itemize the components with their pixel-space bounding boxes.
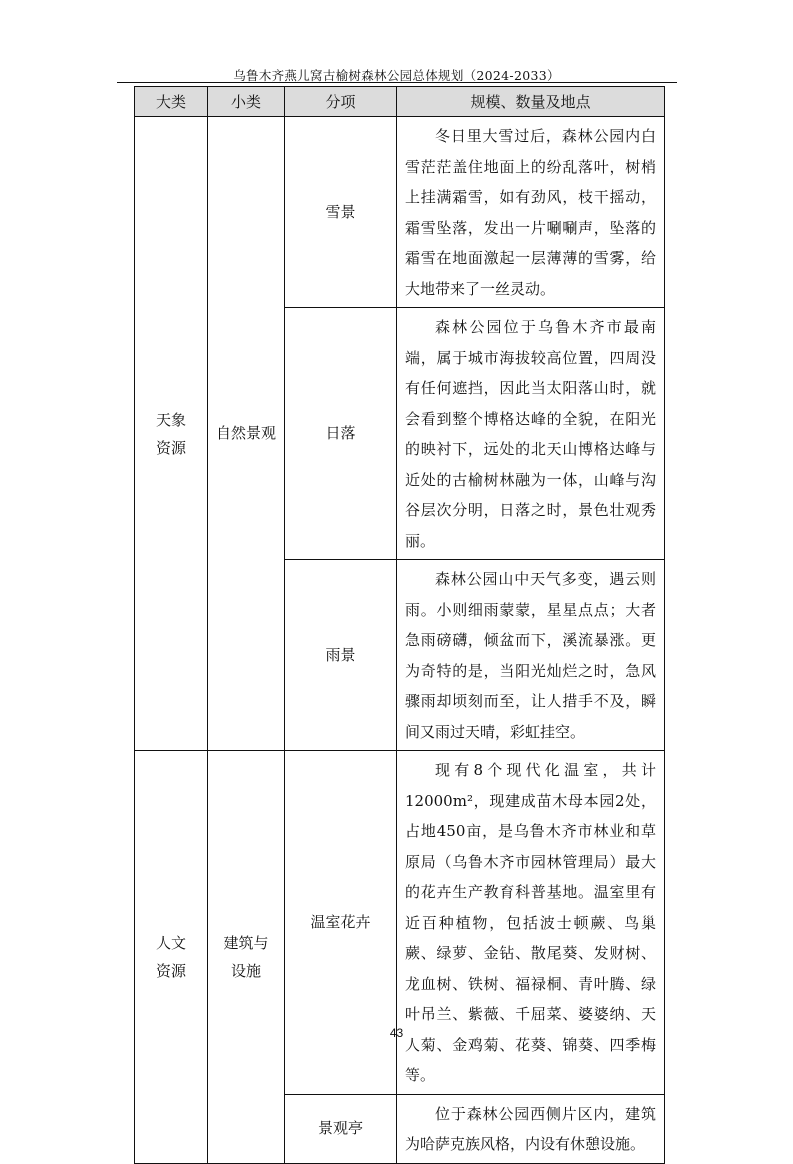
item-name-cell: 温室花卉 [285,751,397,1095]
header-rule [117,82,677,83]
item-name-cell: 雪景 [285,117,397,308]
column-header: 大类 [135,87,208,117]
item-description-cell: 森林公园位于乌鲁木齐市最南端，属于城市海拔较高位置，四周没有任何遮挡，因此当太阳落山时，就会看到整个博格达峰的全貌，在阳光的映衬下，远处的北天山博格达峰与近处的古榆树林融为一体，山峰与沟谷层次分明，日落之时，景色壮观秀丽。 [397,308,665,560]
category-cell [135,751,208,1164]
item-name-cell: 日落 [285,308,397,560]
item-description-cell: 森林公园山中天气多变，遇云则雨。小则细雨蒙蒙，星星点点；大者急雨磅礴，倾盆而下，溪流暴涨。更为奇特的是，当阳光灿烂之时，急风骤雨却顷刻而至，让人措手不及，瞬间又雨过天晴，彩虹挂空。 [397,560,665,751]
item-name-cell: 景观亭 [285,1094,397,1163]
resource-table [134,86,665,1164]
page-header-title: 乌鲁木齐燕儿窝古榆树森林公园总体规划（2024-2033） [233,68,560,83]
item-description-cell: 位于森林公园西侧片区内，建筑为哈萨克族风格，内设有休憩设施。 [397,1094,665,1163]
table-header-row [135,87,665,117]
item-name-cell: 雨景 [285,560,397,751]
item-description-cell: 现有8个现代化温室，共计12000m²，现建成苗木母本园2处，占地450亩，是乌鲁木齐市林业和草原局（乌鲁木齐市园林管理局）最大的花卉生产教育科普基地。温室里有近百种植物，包括波士顿蕨、鸟巢蕨、绿萝、金钻、散尾葵、发财树、龙血树、铁树、福禄桐、青叶腾、绿叶吊兰、紫薇、千屈菜、婆婆纳、天人菊、金鸡菊、花葵、锦葵、四季梅等。 [397,751,665,1095]
column-header: 小类 [208,87,285,117]
subcategory-cell: 自然景观 [208,117,285,751]
page-number: 43 [389,1026,404,1040]
category-label: 天象资源 [155,410,186,457]
item-description-cell: 冬日里大雪过后，森林公园内白雪茫茫盖住地面上的纷乱落叶，树梢上挂满霜雪，如有劲风，枝干摇动，霜雪坠落，发出一片唰唰声，坠落的霜雪在地面激起一层薄薄的雪雾，给大地带来了一丝灵动。 [397,117,665,308]
column-header: 分项 [285,87,397,117]
column-header: 规模、数量及地点 [397,87,665,117]
subcategory-label: 建筑与设施 [223,933,269,980]
table-row [135,117,665,308]
category-label: 人文资源 [155,933,186,980]
table-row [135,751,665,1095]
category-cell [135,117,208,751]
subcategory-cell [208,751,285,1164]
